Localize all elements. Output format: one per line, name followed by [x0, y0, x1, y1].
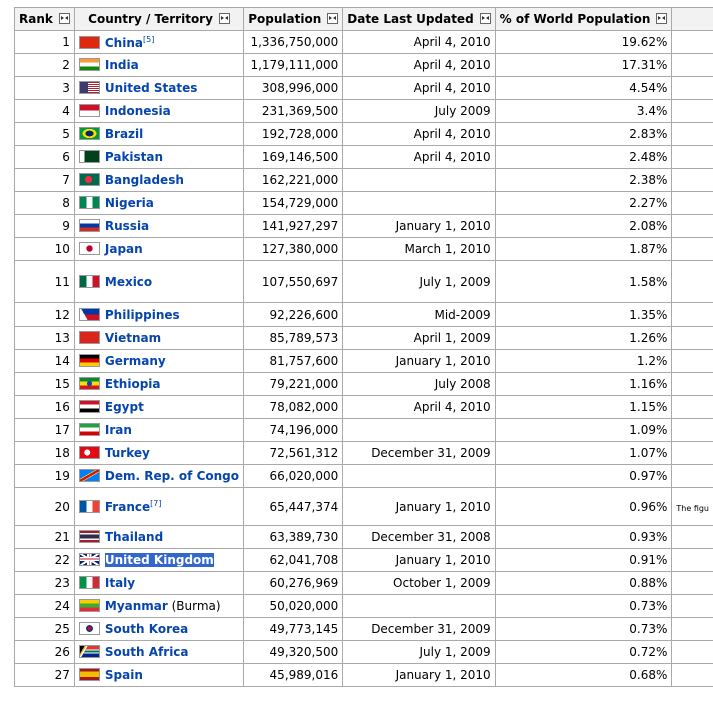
sort-icon[interactable] — [59, 13, 70, 24]
date-cell: October 1, 2009 — [343, 572, 495, 595]
population-cell: 66,020,000 — [244, 465, 343, 488]
table-row — [15, 465, 713, 488]
notes-cell — [672, 526, 713, 549]
country-cell — [74, 77, 243, 100]
rank-cell: 19 — [15, 465, 75, 488]
spain-flag-icon — [79, 668, 100, 681]
table-row — [15, 419, 713, 442]
notes-cell — [672, 169, 713, 192]
date-cell: April 4, 2010 — [343, 123, 495, 146]
country-cell — [74, 419, 243, 442]
country-link[interactable]: Egypt — [104, 400, 144, 414]
table-row — [15, 618, 713, 641]
brazil-flag-icon — [79, 127, 100, 140]
rank-cell: 20 — [15, 488, 75, 526]
country-link[interactable]: United States — [104, 81, 198, 95]
population-cell: 127,380,000 — [244, 238, 343, 261]
notes-cell — [672, 373, 713, 396]
date-cell: July 2008 — [343, 373, 495, 396]
percent-cell: 0.68% — [495, 664, 672, 687]
notes-cell — [672, 261, 713, 303]
country-link[interactable]: South Africa — [104, 645, 189, 659]
date-cell: January 1, 2010 — [343, 350, 495, 373]
table-row — [15, 641, 713, 664]
country-cell — [74, 350, 243, 373]
population-cell: 1,179,111,000 — [244, 54, 343, 77]
population-cell: 50,020,000 — [244, 595, 343, 618]
notes-cell — [672, 100, 713, 123]
rank-cell: 15 — [15, 373, 75, 396]
notes-cell — [672, 664, 713, 687]
country-cell — [74, 526, 243, 549]
population-table — [14, 7, 713, 687]
country-link[interactable]: Mexico — [104, 274, 153, 289]
country-link[interactable]: Indonesia — [104, 104, 171, 118]
country-cell — [74, 123, 243, 146]
table-row — [15, 664, 713, 687]
table-row — [15, 77, 713, 100]
rank-cell: 24 — [15, 595, 75, 618]
date-cell: Mid-2009 — [343, 303, 495, 327]
table-row — [15, 396, 713, 419]
rank-cell: 27 — [15, 664, 75, 687]
country-link[interactable]: Vietnam — [104, 331, 162, 345]
country-cell — [74, 442, 243, 465]
notes-cell — [672, 146, 713, 169]
usa-flag-icon — [79, 81, 100, 94]
country-cell — [74, 618, 243, 641]
country-cell — [74, 595, 243, 618]
percent-cell: 2.38% — [495, 169, 672, 192]
rank-cell: 3 — [15, 77, 75, 100]
percent-cell: 3.4% — [495, 100, 672, 123]
country-cell — [74, 303, 243, 327]
population-cell: 49,320,500 — [244, 641, 343, 664]
reference-link[interactable]: [5] — [142, 34, 155, 44]
date-cell: December 31, 2009 — [343, 442, 495, 465]
country-header-label: Country / Territory — [88, 12, 213, 26]
population-cell: 1,336,750,000 — [244, 31, 343, 54]
population-cell: 92,226,600 — [244, 303, 343, 327]
table-row — [15, 373, 713, 396]
rank-cell: 26 — [15, 641, 75, 664]
rank-header-label: Rank — [19, 12, 53, 26]
percent-header-label: % of World Population — [499, 12, 651, 26]
date-cell — [343, 465, 495, 488]
notes-cell — [672, 192, 713, 215]
date-cell: April 4, 2010 — [343, 146, 495, 169]
notes-cell — [672, 488, 713, 526]
country-cell — [74, 465, 243, 488]
percent-cell: 2.48% — [495, 146, 672, 169]
notes-cell — [672, 419, 713, 442]
percent-cell: 0.73% — [495, 618, 672, 641]
country-cell — [74, 396, 243, 419]
table-row — [15, 169, 713, 192]
date-cell: March 1, 2010 — [343, 238, 495, 261]
indonesia-flag-icon — [79, 104, 100, 117]
rank-cell: 17 — [15, 419, 75, 442]
notes-cell — [672, 54, 713, 77]
sort-icon[interactable] — [327, 13, 338, 24]
population-cell: 72,561,312 — [244, 442, 343, 465]
country-cell — [74, 238, 243, 261]
date-cell: January 1, 2010 — [343, 488, 495, 526]
percent-cell: 1.87% — [495, 238, 672, 261]
population-cell: 78,082,000 — [244, 396, 343, 419]
percent-cell: 0.72% — [495, 641, 672, 664]
population-header-label: Population — [248, 12, 322, 26]
country-cell — [74, 100, 243, 123]
notes-cell — [672, 465, 713, 488]
date-cell: July 2009 — [343, 100, 495, 123]
percent-cell: 0.73% — [495, 595, 672, 618]
table-row — [15, 526, 713, 549]
drc-flag-icon — [79, 469, 100, 482]
percent-cell: 1.35% — [495, 303, 672, 327]
percent-cell: 0.91% — [495, 549, 672, 572]
rank-cell: 1 — [15, 31, 75, 54]
rank-cell: 16 — [15, 396, 75, 419]
rank-cell: 10 — [15, 238, 75, 261]
turkey-flag-icon — [79, 446, 100, 459]
italy-flag-icon — [79, 576, 100, 589]
date-cell: April 4, 2010 — [343, 31, 495, 54]
russia-flag-icon — [79, 219, 100, 232]
notes-cell — [672, 442, 713, 465]
table-row — [15, 146, 713, 169]
country-cell — [74, 146, 243, 169]
country-cell — [74, 261, 243, 303]
percent-cell: 2.83% — [495, 123, 672, 146]
percent-cell: 2.08% — [495, 215, 672, 238]
date-cell: December 31, 2008 — [343, 526, 495, 549]
country-link[interactable]: Philippines — [104, 307, 180, 322]
notes-cell — [672, 327, 713, 350]
uk-flag-icon — [79, 553, 100, 566]
percent-cell: 4.54% — [495, 77, 672, 100]
notes-cell — [672, 549, 713, 572]
date-cell: December 31, 2009 — [343, 618, 495, 641]
country-cell — [74, 215, 243, 238]
percent-cell: 0.88% — [495, 572, 672, 595]
country-suffix: (Burma) — [167, 599, 221, 613]
table-row — [15, 123, 713, 146]
population-cell: 192,728,000 — [244, 123, 343, 146]
date-header-label: Date Last Updated — [347, 12, 474, 26]
notes-cell — [672, 572, 713, 595]
rank-cell: 18 — [15, 442, 75, 465]
column-header-date[interactable] — [343, 8, 495, 31]
country-cell — [74, 31, 243, 54]
percent-cell: 1.2% — [495, 350, 672, 373]
southafrica-flag-icon — [79, 645, 100, 658]
date-cell: July 1, 2009 — [343, 641, 495, 664]
header-row — [15, 8, 713, 31]
country-link[interactable]: Russia — [104, 219, 150, 233]
column-header-notes — [672, 8, 713, 31]
france-flag-icon — [79, 500, 100, 513]
myanmar-flag-icon — [79, 599, 100, 612]
vietnam-flag-icon — [79, 331, 100, 344]
notes-cell — [672, 396, 713, 419]
population-cell: 162,221,000 — [244, 169, 343, 192]
table-row — [15, 442, 713, 465]
country-link[interactable]: Germany — [104, 354, 166, 368]
sort-icon[interactable] — [219, 13, 230, 24]
country-link[interactable]: France — [104, 500, 151, 514]
table-row — [15, 261, 713, 303]
column-header-rank[interactable] — [15, 8, 75, 31]
percent-cell: 1.58% — [495, 261, 672, 303]
rank-cell: 23 — [15, 572, 75, 595]
reference-link[interactable]: [7] — [150, 499, 162, 508]
country-link[interactable]: Spain — [104, 668, 143, 682]
country-link[interactable]: Japan — [104, 242, 143, 256]
percent-cell: 1.09% — [495, 419, 672, 442]
table-row — [15, 238, 713, 261]
date-cell: April 4, 2010 — [343, 77, 495, 100]
table-row — [15, 100, 713, 123]
country-cell — [74, 169, 243, 192]
table-row — [15, 572, 713, 595]
rank-cell: 14 — [15, 350, 75, 373]
country-link[interactable]: Thailand — [104, 530, 164, 544]
germany-flag-icon — [79, 354, 100, 367]
table-row — [15, 488, 713, 526]
country-link[interactable]: Myanmar — [104, 599, 168, 613]
percent-cell: 0.97% — [495, 465, 672, 488]
date-cell: April 1, 2009 — [343, 327, 495, 350]
notes-cell — [672, 215, 713, 238]
country-cell — [74, 641, 243, 664]
table-row — [15, 595, 713, 618]
population-cell: 60,276,969 — [244, 572, 343, 595]
notes-text: The figu — [676, 503, 709, 513]
percent-cell: 1.16% — [495, 373, 672, 396]
country-cell — [74, 572, 243, 595]
country-link[interactable]: Dem. Rep. of Congo — [104, 469, 239, 483]
rank-cell: 11 — [15, 261, 75, 303]
pakistan-flag-icon — [79, 150, 100, 163]
notes-cell — [672, 641, 713, 664]
population-cell: 45,989,016 — [244, 664, 343, 687]
date-cell: January 1, 2010 — [343, 215, 495, 238]
population-cell: 231,369,500 — [244, 100, 343, 123]
india-flag-icon — [79, 58, 100, 71]
table-row — [15, 327, 713, 350]
population-cell: 141,927,297 — [244, 215, 343, 238]
notes-cell — [672, 123, 713, 146]
sort-icon[interactable] — [656, 13, 667, 24]
country-cell — [74, 549, 243, 572]
country-link[interactable]: Bangladesh — [104, 173, 184, 187]
china-flag-icon — [79, 36, 100, 49]
notes-cell — [672, 350, 713, 373]
notes-cell — [672, 77, 713, 100]
percent-cell: 17.31% — [495, 54, 672, 77]
population-cell: 74,196,000 — [244, 419, 343, 442]
southkorea-flag-icon — [79, 622, 100, 635]
rank-cell: 4 — [15, 100, 75, 123]
date-cell: July 1, 2009 — [343, 261, 495, 303]
country-link[interactable]: Italy — [104, 576, 136, 590]
percent-cell: 0.96% — [495, 488, 672, 526]
notes-cell — [672, 303, 713, 327]
population-cell: 62,041,708 — [244, 549, 343, 572]
table-row — [15, 54, 713, 77]
country-cell — [74, 488, 243, 526]
bangladesh-flag-icon — [79, 173, 100, 186]
notes-cell — [672, 618, 713, 641]
rank-cell: 2 — [15, 54, 75, 77]
country-link[interactable]: Nigeria — [104, 196, 154, 210]
iran-flag-icon — [79, 423, 100, 436]
mexico-flag-icon — [79, 275, 100, 288]
rank-cell: 13 — [15, 327, 75, 350]
japan-flag-icon — [79, 242, 100, 255]
population-cell: 169,146,500 — [244, 146, 343, 169]
country-link[interactable]: Pakistan — [104, 150, 164, 164]
date-cell: January 1, 2010 — [343, 549, 495, 572]
population-cell: 79,221,000 — [244, 373, 343, 396]
country-link[interactable]: China — [104, 35, 143, 50]
country-link[interactable]: South Korea — [104, 622, 189, 636]
rank-cell: 7 — [15, 169, 75, 192]
rank-cell: 22 — [15, 549, 75, 572]
column-header-population[interactable] — [244, 8, 343, 31]
rank-cell: 8 — [15, 192, 75, 215]
table-row — [15, 350, 713, 373]
date-cell — [343, 192, 495, 215]
country-cell — [74, 192, 243, 215]
country-cell — [74, 664, 243, 687]
country-cell — [74, 373, 243, 396]
population-cell: 154,729,000 — [244, 192, 343, 215]
rank-cell: 12 — [15, 303, 75, 327]
country-cell — [74, 54, 243, 77]
population-cell: 65,447,374 — [244, 488, 343, 526]
column-header-country[interactable] — [74, 8, 243, 31]
country-link[interactable]: Iran — [104, 423, 132, 437]
rank-cell: 5 — [15, 123, 75, 146]
population-cell: 107,550,697 — [244, 261, 343, 303]
country-link[interactable]: India — [104, 58, 139, 72]
rank-cell: 6 — [15, 146, 75, 169]
percent-cell: 1.07% — [495, 442, 672, 465]
thailand-flag-icon — [79, 530, 100, 543]
population-cell: 308,996,000 — [244, 77, 343, 100]
table-row — [15, 303, 713, 327]
percent-cell: 1.15% — [495, 396, 672, 419]
sort-icon[interactable] — [480, 13, 491, 24]
date-cell — [343, 595, 495, 618]
column-header-percent[interactable] — [495, 8, 672, 31]
notes-cell — [672, 595, 713, 618]
population-cell: 49,773,145 — [244, 618, 343, 641]
percent-cell: 1.26% — [495, 327, 672, 350]
country-link[interactable]: Turkey — [104, 446, 150, 460]
date-cell: April 4, 2010 — [343, 396, 495, 419]
table-row — [15, 192, 713, 215]
population-cell: 81,757,600 — [244, 350, 343, 373]
table-row — [15, 549, 713, 572]
date-cell: April 4, 2010 — [343, 54, 495, 77]
rank-cell: 9 — [15, 215, 75, 238]
notes-cell — [672, 31, 713, 54]
table-row — [15, 215, 713, 238]
country-link[interactable]: United Kingdom — [104, 553, 214, 567]
nigeria-flag-icon — [79, 196, 100, 209]
percent-cell: 2.27% — [495, 192, 672, 215]
country-link[interactable]: Ethiopia — [104, 377, 161, 391]
country-cell — [74, 327, 243, 350]
notes-cell — [672, 238, 713, 261]
date-cell: January 1, 2010 — [343, 664, 495, 687]
date-cell — [343, 169, 495, 192]
percent-cell: 19.62% — [495, 31, 672, 54]
population-cell: 85,789,573 — [244, 327, 343, 350]
egypt-flag-icon — [79, 400, 100, 413]
ethiopia-flag-icon — [79, 377, 100, 390]
rank-cell: 25 — [15, 618, 75, 641]
philippines-flag-icon — [79, 308, 100, 321]
population-cell: 63,389,730 — [244, 526, 343, 549]
table-row — [15, 31, 713, 54]
country-link[interactable]: Brazil — [104, 127, 144, 141]
date-cell — [343, 419, 495, 442]
rank-cell: 21 — [15, 526, 75, 549]
percent-cell: 0.93% — [495, 526, 672, 549]
